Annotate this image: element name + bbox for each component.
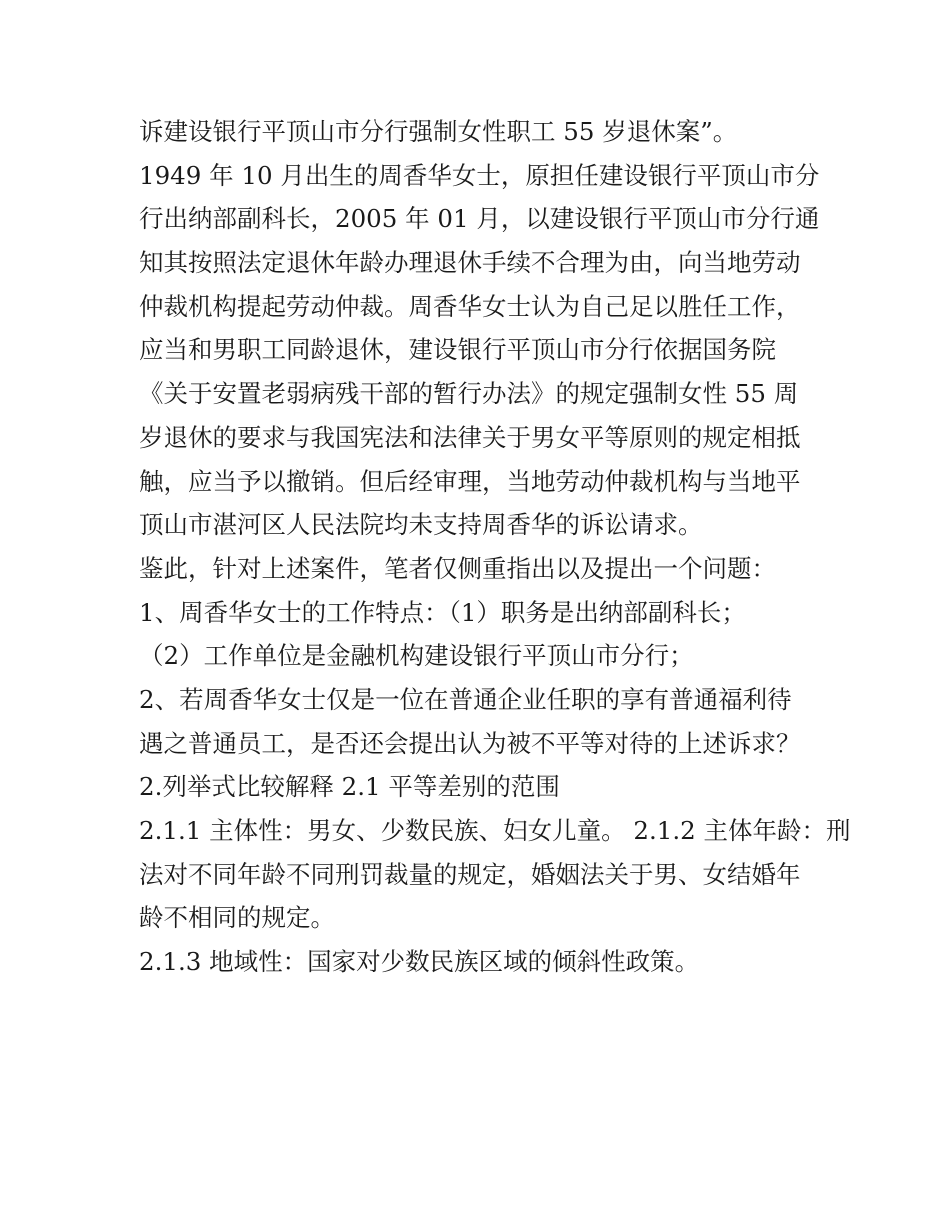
text-line: 龄不相同的规定。 <box>139 903 335 933</box>
text-line: 法对不同年龄不同刑罚裁量的规定，婚姻法关于男、女结婚年 <box>139 859 801 889</box>
list-item: 遇之普通员工，是否还会提出认为被不平等对待的上述诉求？ <box>139 728 801 758</box>
text-line: 顶山市湛河区人民法院均未支持周香华的诉讼请求。 <box>139 510 703 540</box>
text-line: 2.1.1 主体性：男女、少数民族、妇女儿童。 2.1.2 主体年龄：刑 <box>139 816 851 845</box>
text-line: 知其按照法定退休年龄办理退休手续不合理为由，向当地劳动 <box>139 248 801 278</box>
text-line: 2.1.3 地域性：国家对少数民族区域的倾斜性政策。 <box>139 947 700 977</box>
text-line: 仲裁机构提起劳动仲裁。周香华女士认为自己足以胜任工作， <box>139 291 801 321</box>
document-body <box>139 110 851 984</box>
list-item: 1、周香华女士的工作特点：（1）职务是出纳部副科长； <box>139 597 746 627</box>
text-line: 鉴此，针对上述案件，笔者仅侧重指出以及提出一个问题： <box>139 553 776 583</box>
text-line: 应当和男职工同龄退休，建设银行平顶山市分行依据国务院 <box>139 335 776 365</box>
text-line: 1949 年 10 月出生的周香华女士，原担任建设银行平顶山市分 <box>139 160 820 190</box>
text-line: 诉建设银行平顶山市分行强制女性职工 55 岁退休案”。 <box>139 117 738 146</box>
text-line: 岁退休的要求与我国宪法和法律关于男女平等原则的规定相抵 <box>139 422 801 452</box>
text-line: 触，应当予以撤销。但后经审理，当地劳动仲裁机构与当地平 <box>139 466 801 496</box>
section-heading: 2.列举式比较解释 2.1 平等差别的范围 <box>139 772 560 802</box>
text-line: 《关于安置老弱病残干部的暂行办法》的规定强制女性 55 周 <box>139 379 799 409</box>
text-line: 行出纳部副科长，2005 年 01 月，以建设银行平顶山市分行通 <box>139 204 820 234</box>
list-item: （2）工作单位是金融机构建设银行平顶山市分行； <box>139 641 694 671</box>
list-item: 2、若周香华女士仅是一位在普通企业任职的享有普通福利待 <box>139 684 792 714</box>
